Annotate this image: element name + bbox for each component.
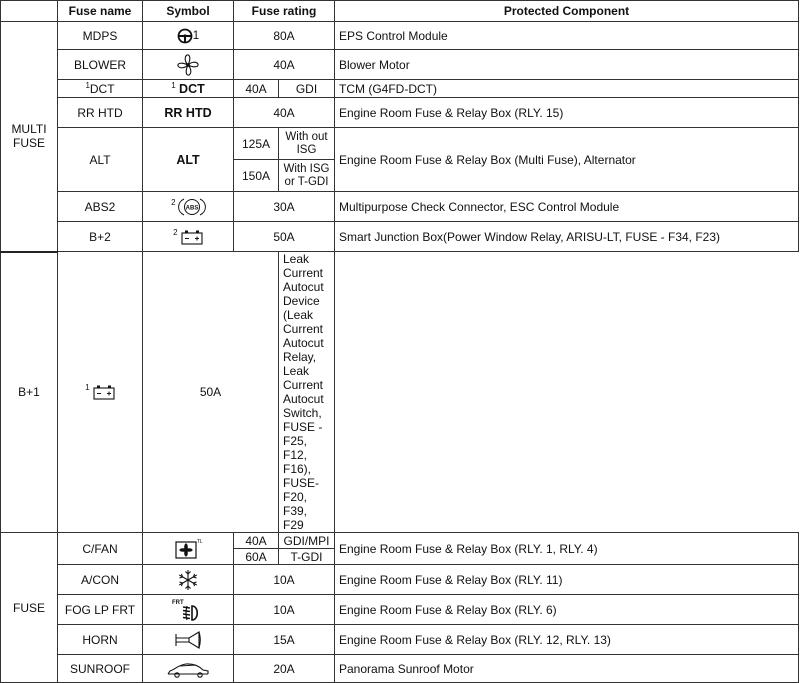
component-line2: Switch, FUSE - F25, F12, F16), FUSE-F20, F39, F29 [283,406,323,532]
protected-component: Engine Room Fuse & Relay Box (RLY. 12, RLY. 13) [335,625,799,655]
table-row [1,128,799,160]
battery-icon [93,384,115,400]
fog-lamp-icon [171,598,205,622]
fuse-variant: GDI [279,80,335,98]
table-header-row [1,1,799,22]
fuse-name: C/FAN [58,533,143,565]
table-row [1,595,799,625]
protected-component: TCM (G4FD-DCT) [335,80,799,98]
table-row [1,565,799,595]
group-multi-fuse [1,22,58,252]
symbol-cell [143,80,234,98]
fuse-rating: 15A [234,625,335,655]
table-row [1,98,799,128]
fuse-rating: 80A [234,22,335,50]
fog-lamp-label: FRT [172,599,184,606]
protected-component: Blower Motor [335,50,799,80]
snowflake-icon [177,569,199,591]
fuse-name: SUNROOF [58,655,143,683]
symbol-text: ALT [143,128,234,192]
table-row [1,80,799,98]
table-row [1,252,799,533]
fuse-rating: 30A [234,192,335,222]
fuse-name: BLOWER [58,50,143,80]
fuse-rating: 40A [234,50,335,80]
symbol-cell [143,192,234,222]
header-protected-component: Protected Component [335,1,799,22]
symbol-cell [58,252,143,533]
protected-component [279,252,335,533]
header-symbol: Symbol [143,1,234,22]
symbol-cell [143,565,234,595]
fuse-rating: 50A [234,222,335,252]
table-row [1,222,799,252]
protected-component: Engine Room Fuse & Relay Box (Multi Fuse), Alternator [335,128,799,192]
abs-icon-text: ABS [185,205,199,211]
mdps-steering-icon [177,28,193,44]
table-row [1,655,799,683]
symbol-superscript: 2 [173,227,178,237]
fuse-rating: 125A [234,128,279,160]
fuse-rating: 50A [143,252,279,533]
table-row [1,192,799,222]
symbol-superscript: 1 [171,80,176,90]
fuse-name: B+1 [1,252,58,533]
fuse-name: HORN [58,625,143,655]
protected-component: Panorama Sunroof Motor [335,655,799,683]
symbol-cell [143,533,234,565]
variant-line2: or T-GDI [284,175,329,188]
protected-component: EPS Control Module [335,22,799,50]
protected-component: Multipurpose Check Connector, ESC Control Module [335,192,799,222]
fuse-variant: GDI/MPI [279,533,335,549]
symbol-text: RR HTD [143,98,234,128]
symbol-cell [143,655,234,683]
fuse-rating: 10A [234,565,335,595]
cooling-fan-label: TL [197,538,203,545]
cooling-fan-icon [175,538,201,560]
table-row [1,533,799,549]
symbol-text: DCT [179,81,205,96]
fuse-rating: 40A [234,98,335,128]
fuse-variant: T-GDI [279,549,335,565]
header-blank [1,1,58,22]
symbol-superscript: 1 [85,383,90,393]
fuse-name-cell [58,80,143,98]
fuse-rating: 60A [234,549,279,565]
variant-line1: With out [285,130,328,143]
symbol-superscript: 1 [192,29,200,42]
fan-icon [176,53,200,77]
group-multi-line1: MULTI [11,122,47,137]
group-multi-line2: FUSE [12,136,45,151]
fuse-name-superscript: 1 [85,80,90,90]
symbol-cell [143,50,234,80]
fuse-rating: 40A [234,80,279,98]
table-row [1,50,799,80]
group-fuse: FUSE [1,533,58,683]
symbol-cell [143,625,234,655]
fuse-name: B+2 [58,222,143,252]
variant-line1: With ISG [283,162,330,175]
fuse-name: FOG LP FRT [58,595,143,625]
fuse-name: RR HTD [58,98,143,128]
header-fuse-rating: Fuse rating [234,1,335,22]
symbol-cell [143,595,234,625]
fuse-rating: 20A [234,655,335,683]
fuse-name: ALT [58,128,143,192]
component-line1: Leak Current Autocut Device (Leak Current Autocut Relay, Leak Current Autocut [283,252,324,406]
fuse-name: MDPS [58,22,143,50]
fuse-rating: 150A [234,160,279,192]
symbol-cell [143,222,234,252]
protected-component: Smart Junction Box(Power Window Relay, ARISU-LT, FUSE - F34, F23) [335,222,799,252]
header-fuse-name: Fuse name [58,1,143,22]
abs-icon [179,196,205,218]
table-row [1,22,799,50]
sunroof-icon [166,660,210,678]
fuse-name: DCT [89,81,115,96]
fuse-name: ABS2 [58,192,143,222]
fuse-name: A/CON [58,565,143,595]
protected-component: Engine Room Fuse & Relay Box (RLY. 15) [335,98,799,128]
symbol-cell [143,22,234,50]
fuse-variant [279,128,335,160]
protected-component: Engine Room Fuse & Relay Box (RLY. 6) [335,595,799,625]
symbol-superscript: 2 [171,197,176,207]
fuse-rating: 10A [234,595,335,625]
fuse-rating: 40A [234,533,279,549]
fuse-variant [279,160,335,192]
table-row [1,625,799,655]
horn-icon [173,629,203,651]
protected-component: Engine Room Fuse & Relay Box (RLY. 1, RLY. 4) [335,533,799,565]
protected-component: Engine Room Fuse & Relay Box (RLY. 11) [335,565,799,595]
battery-icon [181,229,203,245]
variant-line2: ISG [296,143,317,156]
